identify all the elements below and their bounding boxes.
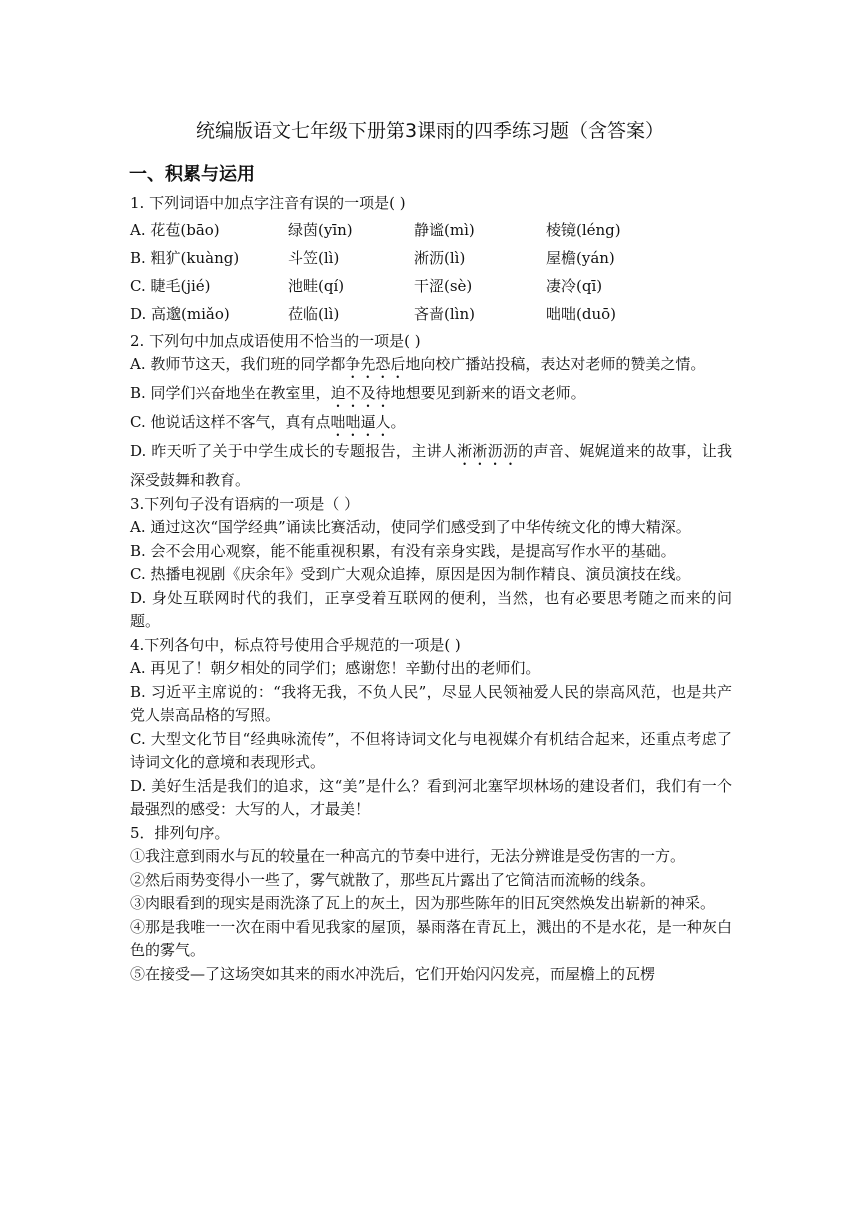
- q2-b-idiom: 迫不及待: [330, 384, 391, 402]
- q5-sentence-3: ③肉眼看到的现实是雨洗涤了瓦上的灰土，因为那些陈年的旧瓦突然焕发出崭新的神采。: [130, 894, 716, 912]
- q2-option-a: [130, 353, 732, 382]
- q1-a-3: 静谧(mì): [414, 220, 475, 239]
- q5-sentence-2: ②然后雨势变得小一些了，雾气就散了，那些瓦片露出了它简洁而流畅的线条。: [130, 870, 656, 889]
- q1-b-4: 屋檐(yán): [546, 248, 615, 267]
- q1-c-4: 凄冷(qī): [546, 276, 603, 295]
- q1-option-c: [130, 272, 732, 300]
- q2-d-text-2: 的声音、娓娓道来的故事，让我深受鼓舞和教育。: [130, 442, 732, 489]
- q2-c-text-2: 。: [390, 413, 406, 431]
- q4-option-a: A. 再见了！朝夕相处的同学们；感谢您！辛勤付出的老师们。: [130, 659, 541, 677]
- q2-d-idiom: 淅淅沥沥: [457, 442, 519, 460]
- q5-sentence-5: ⑤在接受—了这场突如其来的雨水冲洗后，它们开始闪闪发亮，而屋檐上的瓦楞: [130, 964, 656, 983]
- q3-option-a: A. 通过这次“国学经典”诵读比赛活动，使同学们感受到了中华传统文化的博大精深。: [130, 518, 691, 536]
- q1-a-4: 棱镜(léng): [546, 220, 621, 239]
- q1-c-3: 干涩(sè): [414, 276, 473, 295]
- q2-stem: 2. 下列句中加点成语使用不恰当的一项是( ): [130, 331, 421, 350]
- q5-sentence-4: ④那是我唯一一次在雨中看见我家的屋顶，暴雨落在青瓦上，溅出的不是水花，是一种灰白色的雾气。: [130, 917, 732, 959]
- q2-c-idiom: 咄咄逼人: [330, 413, 391, 431]
- q1-option-b: [130, 244, 732, 272]
- q1-b-3: 淅沥(lì): [414, 248, 466, 267]
- q1-a-1: A. 花苞(bāo): [130, 220, 220, 239]
- q4-option-d: D. 美好生活是我们的追求，这“美”是什么？看到河北塞罕坝林场的建设者们，我们有一个最强烈的感受：大写的人，才最美！: [130, 776, 732, 818]
- q2-a-text-2: 地向校广播站投稿，表达对老师的赞美之情。: [405, 355, 706, 373]
- document-body: [130, 192, 732, 986]
- q5-sentence-1: ①我注意到雨水与瓦的较量在一种高亢的节奏中进行，无法分辨谁是受伤害的一方。: [130, 847, 686, 865]
- q4-stem: 4.下列各句中，标点符号使用合乎规范的一项是( ): [130, 635, 461, 654]
- q2-option-b: [130, 382, 732, 411]
- q1-b-1: B. 粗犷(kuàng): [130, 248, 240, 267]
- q1-option-a: [130, 216, 732, 244]
- q5-stem: 5．排列句序。: [130, 823, 230, 842]
- q4-option-b: B. 习近平主席说的：“我将无我，不负人民”，尽显人民领袖爱人民的崇高风范，也是共产党人崇高品格的写照。: [130, 682, 732, 724]
- q2-a-text-1: A. 教师节这天，我们班的同学都: [130, 355, 346, 373]
- document-title: 统编版语文七年级下册第3课雨的四季练习题（含答案）: [195, 120, 665, 142]
- q3-stem: 3.下列句子没有语病的一项是（ ）: [130, 494, 360, 513]
- q2-c-text-1: C. 他说话这样不客气，真有点: [130, 413, 331, 431]
- q1-b-2: 斗笠(lì): [288, 248, 340, 267]
- q3-option-d: D. 身处互联网时代的我们，正享受着互联网的便利，当然，也有必要思考随之而来的问题。: [130, 588, 732, 630]
- q1-d-4: 咄咄(duō): [546, 304, 616, 323]
- q1-d-3: 吝啬(lìn): [414, 304, 475, 323]
- q1-d-1: D. 高邈(miǎo): [130, 304, 230, 323]
- q1-d-2: 莅临(lì): [288, 304, 340, 323]
- q2-d-text-1: D. 昨天听了关于中学生成长的专题报告，主讲人: [130, 442, 458, 460]
- q1-c-2: 池畦(qí): [288, 276, 345, 295]
- q2-b-text-2: 地想要见到新来的语文老师。: [390, 384, 586, 402]
- q2-option-d: [130, 440, 732, 493]
- q1-option-d: [130, 300, 732, 328]
- q2-a-idiom: 争先恐后: [345, 355, 406, 373]
- q1-a-2: 绿茵(yīn): [288, 220, 353, 239]
- q3-option-c: C. 热播电视剧《庆余年》受到广大观众追捧，原因是因为制作精良、演员演技在线。: [130, 565, 691, 583]
- q1-stem: 1. 下列词语中加点字注音有误的一项是( ): [130, 194, 406, 212]
- q3-option-b: B. 会不会用心观察，能不能重视积累，有没有亲身实践，是提高写作水平的基础。: [130, 541, 676, 560]
- section-heading: 一、积累与运用: [129, 164, 255, 185]
- q2-option-c: [130, 411, 732, 440]
- q4-option-c: C. 大型文化节目“经典咏流传”，不但将诗词文化与电视媒介有机结合起来，还重点考虑了诗词文化的意境和表现形式。: [130, 729, 732, 771]
- q1-c-1: C. 睫毛(jié): [130, 276, 211, 295]
- q2-b-text-1: B. 同学们兴奋地坐在教室里，: [130, 384, 331, 402]
